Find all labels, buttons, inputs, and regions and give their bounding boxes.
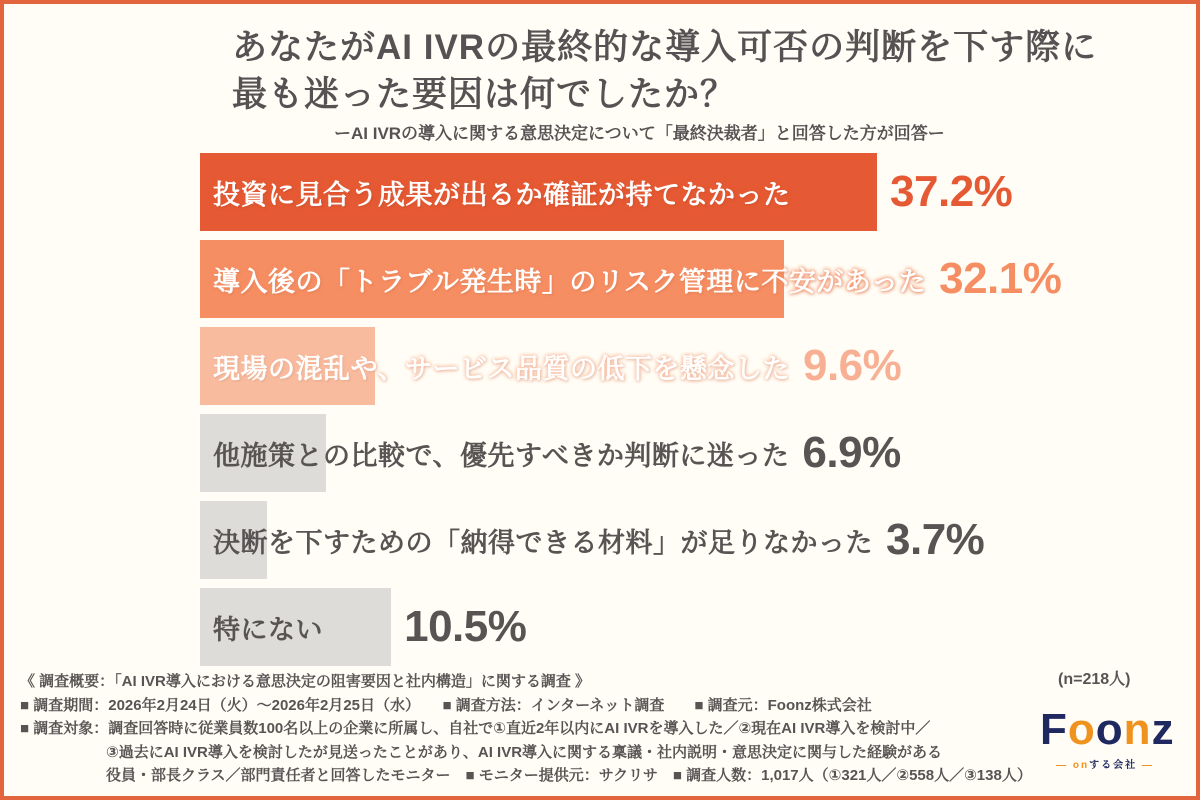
bar-row — [200, 414, 1170, 492]
logo-letter: n — [1123, 705, 1152, 754]
bar-row — [200, 501, 1170, 579]
bar-value: 37.2% — [890, 167, 1013, 216]
survey-target-line-3: 役員・部長クラス／部門責任者と回答したモニター ■ モニター提供元：サクリサ ■ 調査人数：1,017人（①321人／②558人／③138人） — [106, 767, 1032, 784]
foonz-logo-tagline — [1040, 756, 1170, 771]
survey-target-line-1: ■ 調査対象：調査回答時に従業員数100名以上の企業に所属し、自社で①直近2年以内にAI IVRを導入した／②現在AI IVR導入を検討中／ — [20, 720, 931, 737]
bar-label: 特にない — [213, 614, 323, 645]
bar-label: 投資に見合う成果が出るか確証が持てなかった — [213, 179, 791, 210]
sample-size-note: (n=218人) — [1058, 671, 1131, 688]
bar-value: 32.1% — [939, 254, 1062, 303]
bar-row-content — [200, 327, 1170, 405]
bar-row — [200, 153, 1170, 231]
bar-row-content — [200, 240, 1170, 318]
bar-row-content — [200, 414, 1170, 492]
survey-period-method-source-line: ■ 調査期間：2026年2月24日（火）～2026年2月25日（水） ■ 調査方法：インターネット調査 ■ 調査元：Foonz株式会社 — [20, 696, 872, 714]
survey-overview-line: 《 調査概要：「AI IVR導入における意思決定の阻害要因と社内構造」に関する調査 》 — [20, 673, 591, 690]
bar-value: 10.5% — [404, 602, 527, 651]
chart-subtitle: ーAI IVRの導入に関する意思決定について「最終決裁者」と回答した方が回答ー — [334, 124, 945, 143]
bar-label: 決断を下すための「納得できる材料」が足りなかった — [213, 527, 873, 558]
foonz-logo-word — [1040, 705, 1175, 754]
bar-label: 他施策との比較で、優先すべきか判断に迷った — [213, 440, 790, 471]
tagline-company: する会社 — [1089, 760, 1138, 771]
page-title — [232, 24, 1097, 118]
bar-value: 9.6% — [802, 341, 902, 390]
logo-letter: o — [1067, 705, 1096, 754]
bar-row-content — [200, 588, 1170, 666]
bar-row — [200, 240, 1170, 318]
tagline-dash-right: — — [1141, 760, 1154, 771]
bar-label: 現場の混乱や、サービス品質の低下を懸念した — [213, 353, 790, 384]
logo-letter: F — [1040, 705, 1068, 754]
bar-row-content — [200, 501, 1170, 579]
bar-row-content — [200, 153, 1170, 231]
logo-letter: z — [1151, 705, 1175, 754]
survey-target-line-2: ③過去にAI IVR導入を検討したが見送ったことがあり、AI IVR導入に関する稟議・社内説明・意思決定に関与した経験がある — [106, 743, 943, 761]
bar-label: 導入後の「トラブル発生時」のリスク管理に不安があった — [213, 266, 927, 297]
bar-row — [200, 588, 1170, 666]
title-line-2: 最も迷った要因は何でしたか？ — [232, 75, 737, 114]
bar-row — [200, 327, 1170, 405]
tagline-on: on — [1072, 760, 1090, 771]
logo-letter: o — [1095, 705, 1124, 754]
title-line-1: あなたがAI IVRの最終的な導入可否の判断を下す際に — [232, 28, 1098, 67]
bar-chart — [200, 153, 1170, 675]
bar-value: 6.9% — [802, 428, 901, 477]
survey-details — [20, 670, 1032, 788]
tagline-dash-left: — — [1056, 760, 1069, 771]
bar-value: 3.7% — [886, 515, 985, 564]
foonz-logo — [1040, 705, 1175, 771]
